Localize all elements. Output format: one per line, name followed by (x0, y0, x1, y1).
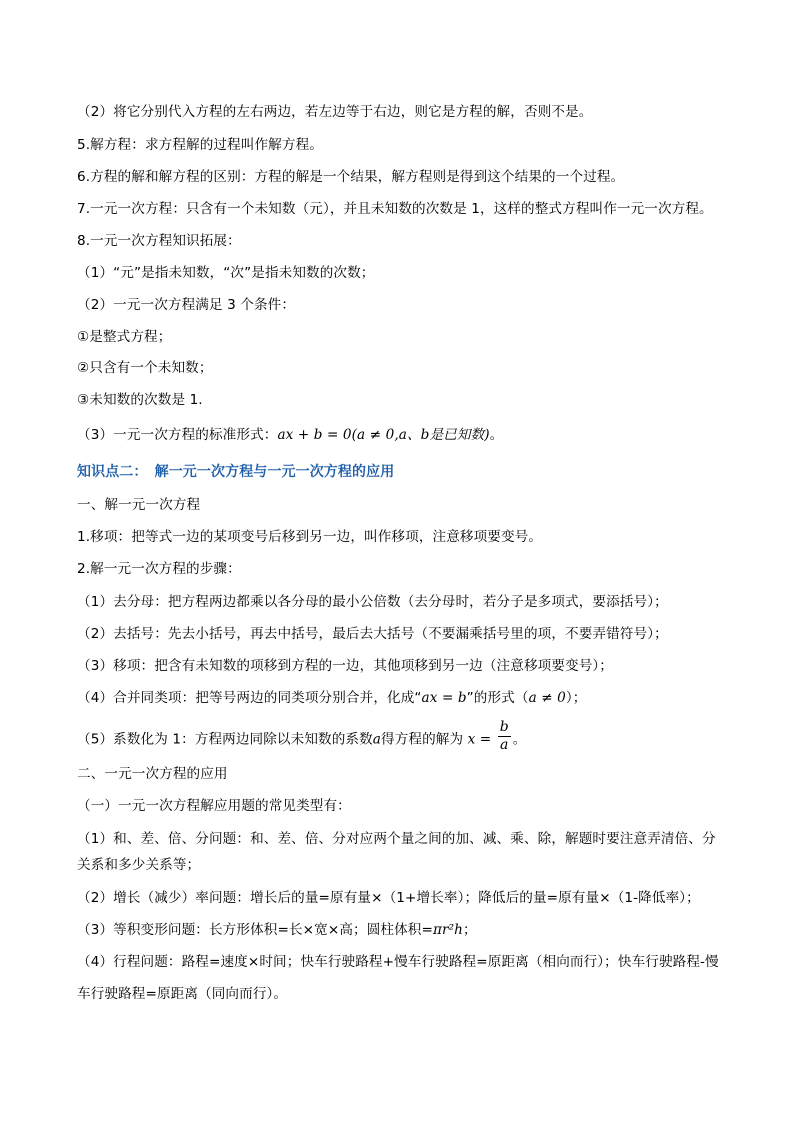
text-line-15: （2）去括号：先去小括号，再去中括号，最后去大括号（不要漏乘括号里的项，不要弄错符号）； (77, 626, 668, 642)
text-line-13: 2.解一元一次方程的步骤： (77, 561, 241, 577)
text-line-standard-form (77, 425, 503, 445)
volume-formula: πr²h (432, 922, 464, 938)
text-line-3: 6.方程的解和解方程的区别：方程的解是一个结果，解方程则是得到这个结果的一个过程。 (77, 169, 625, 185)
coef-end: 。 (512, 731, 527, 748)
text-line-9: ②只含有一个未知数； (77, 360, 213, 376)
text-line-18: （一）一元一次方程解应用题的常见类型有： (77, 798, 351, 814)
text-line-12: 1.移项：把等式一边的某项变号后移到另一边，叫作移项，注意移项要变号。 (77, 529, 543, 545)
fraction-denominator: a (500, 737, 509, 753)
text-line-combine (77, 688, 586, 708)
text-line-11: 一、解一元一次方程 (77, 497, 201, 513)
text-line-19: （1）和、差、倍、分问题：和、差、倍、分对应两个量之间的加、减、乘、除，解题时要注意弄清倍、分 (77, 831, 716, 847)
standard-form-end: 。 (489, 427, 504, 443)
standard-form-equation: ax + b = 0(a ≠ 0,a、b是已知数) (277, 427, 490, 443)
combine-formula: ax = b (421, 690, 467, 706)
fraction-numerator: b (499, 719, 509, 735)
text-line-4: 7.一元一次方程：只含有一个未知数（元），并且未知数的次数是 1，这样的整式方程叫作一元一次方程。 (77, 201, 713, 217)
text-line-coefficient (77, 719, 527, 757)
text-line-23: 车行驶路程=原距离（同向而行）。 (77, 986, 288, 1002)
text-line-21: （2）增长（减少）率问题：增长后的量=原有量×（1+增长率）；降低后的量=原有量×（1-降低率）； (77, 890, 700, 906)
text-line-14: （1）去分母：把方程两边都乘以各分母的最小公倍数（去分母时，若分子是多项式，要添括号）； (77, 594, 668, 610)
text-line-16: （3）移项：把含有未知数的项移到方程的一边，其他项移到另一边（注意移项要变号）； (77, 658, 614, 674)
combine-condition: a ≠ 0 (528, 690, 566, 706)
text-line-20: 关系和多少关系等； (77, 857, 201, 873)
coef-lhs: x = (463, 731, 496, 748)
text-line-17: 二、一元一次方程的应用 (77, 766, 228, 782)
combine-text-c: ）； (565, 690, 587, 706)
volume-text: （3）等积变形问题：长方形体积=长×宽×高；圆柱体积= (77, 922, 433, 938)
fraction (498, 719, 511, 754)
text-line-22: （4）行程问题：路程=速度×时间；快车行驶路程+慢车行驶路程=原距离（相向而行）；快车行驶路程-慢 (77, 954, 719, 970)
coef-text-b: 得方程的解为 (381, 731, 464, 748)
text-line-volume (77, 920, 477, 940)
text-line-10: ③未知数的次数是 1. (77, 392, 203, 408)
text-line-7: （2）一元一次方程满足 3 个条件： (77, 297, 296, 313)
section-heading: 知识点二： 解一元一次方程与一元一次方程的应用 (77, 464, 395, 480)
text-line-5: 8.一元一次方程知识拓展： (77, 233, 241, 249)
volume-end: ； (463, 922, 477, 938)
coef-var: a (372, 731, 382, 748)
text-line-8: ①是整式方程； (77, 329, 172, 345)
text-line-6: （1）“元”是指未知数，“次”是指未知数的次数； (77, 265, 375, 281)
coef-text-a: （5）系数化为 1：方程两边同除以未知数的系数 (77, 731, 373, 748)
text-line-1: （2）将它分别代入方程的左右两边，若左边等于右边，则它是方程的解，否则不是。 (77, 104, 593, 120)
combine-text-b: ”的形式（ (466, 690, 529, 706)
text-line-2: 5.解方程：求方程解的过程叫作解方程。 (77, 137, 323, 153)
combine-text-a: （4）合并同类项：把等号两边的同类项分别合并，化成“ (77, 690, 422, 706)
standard-form-label: （3）一元一次方程的标准形式： (77, 427, 278, 443)
